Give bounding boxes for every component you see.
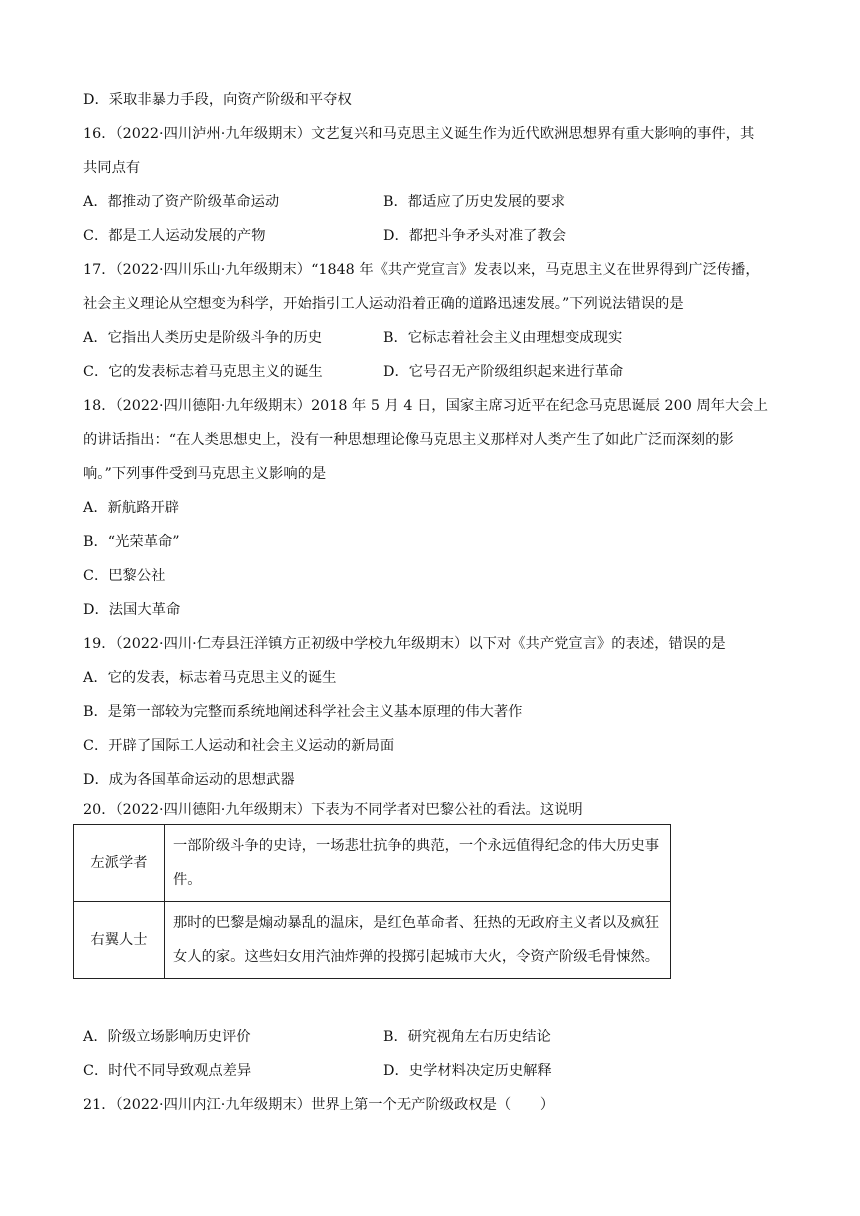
table-cell-label: 左派学者: [74, 825, 165, 902]
q17-stem-line1: 17．（2022·四川乐山·九年级期末）“1848 年《共产党宣言》发表以来，马克思主义在世界得到广泛传播，: [83, 262, 760, 278]
q17-stem-line2: 社会主义理论从空想变为科学，开始指引工人运动沿着正确的道路迅速发展。”下列说法错误的是: [83, 296, 684, 312]
q19-stem: 19．（2022·四川·仁寿县汪洋镇方正初级中学校九年级期末）以下对《共产党宣言》的表述，错误的是: [83, 636, 726, 652]
q16-option-c: C．都是工人运动发展的产物: [83, 228, 266, 244]
q19-option-c: C．开辟了国际工人运动和社会主义运动的新局面: [83, 738, 395, 754]
table-cell-text: 一部阶级斗争的史诗，一场悲壮抗争的典范，一个永远值得纪念的伟大历史事件。: [165, 825, 671, 902]
table-row: [74, 902, 671, 979]
q18-stem-line1: 18．（2022·四川德阳·九年级期末）2018 年 5 月 4 日，国家主席习近平在纪念马克思诞辰 200 周年大会上: [83, 398, 768, 414]
q18-option-a: A．新航路开辟: [83, 500, 180, 516]
q15-option-d: D．采取非暴力手段，向资产阶级和平夺权: [83, 92, 352, 108]
q19-option-d: D．成为各国革命运动的思想武器: [83, 772, 295, 788]
q18-option-d: D．法国大革命: [83, 602, 181, 618]
q20-viewpoints-table: [73, 824, 671, 979]
table-cell-text: 那时的巴黎是煽动暴乱的温床，是红色革命者、狂热的无政府主义者以及疯狂女人的家。这些妇女用汽油炸弹的投掷引起城市大火，令资产阶级毛骨悚然。: [165, 902, 671, 979]
q18-option-c: C．巴黎公社: [83, 568, 166, 584]
q18-option-b: B．“光荣革命”: [83, 534, 180, 550]
q16-option-b: B．都适应了历史发展的要求: [383, 194, 566, 210]
q16-option-a: A．都推动了资产阶级革命运动: [83, 194, 280, 210]
q18-stem-line2: 的讲话指出：“在人类思想史上，没有一种思想理论像马克思主义那样对人类产生了如此广泛而深刻的影: [83, 432, 734, 448]
q20-option-c: C．时代不同导致观点差异: [83, 1063, 252, 1079]
q20-stem: 20．（2022·四川德阳·九年级期末）下表为不同学者对巴黎公社的看法。这说明: [83, 802, 583, 818]
q17-option-d: D．它号召无产阶级组织起来进行革命: [383, 364, 624, 380]
q18-stem-line3: 响。”下列事件受到马克思主义影响的是: [83, 466, 327, 482]
table-cell-label: 右翼人士: [74, 902, 165, 979]
q17-option-c: C．它的发表标志着马克思主义的诞生: [83, 364, 323, 380]
q19-option-a: A．它的发表，标志着马克思主义的诞生: [83, 670, 337, 686]
q16-option-d: D．都把斗争矛头对准了教会: [383, 228, 567, 244]
q16-stem-line2: 共同点有: [83, 160, 141, 176]
q16-stem-line1: 16．（2022·四川泸州·九年级期末）文艺复兴和马克思主义诞生作为近代欧洲思想界有重大影响的事件，其: [83, 126, 755, 142]
q19-option-b: B．是第一部较为完整而系统地阐述科学社会主义基本原理的伟大著作: [83, 704, 523, 720]
q17-option-a: A．它指出人类历史是阶级斗争的历史: [83, 330, 323, 346]
q20-option-d: D．史学材料决定历史解释: [383, 1063, 552, 1079]
q20-option-a: A．阶级立场影响历史评价: [83, 1029, 251, 1045]
table-row: [74, 825, 671, 902]
q20-option-b: B．研究视角左右历史结论: [383, 1029, 551, 1045]
q17-option-b: B．它标志着社会主义由理想变成现实: [383, 330, 623, 346]
q21-stem: 21．（2022·四川内江·九年级期末）世界上第一个无产阶级政权是（ ）: [83, 1097, 555, 1113]
